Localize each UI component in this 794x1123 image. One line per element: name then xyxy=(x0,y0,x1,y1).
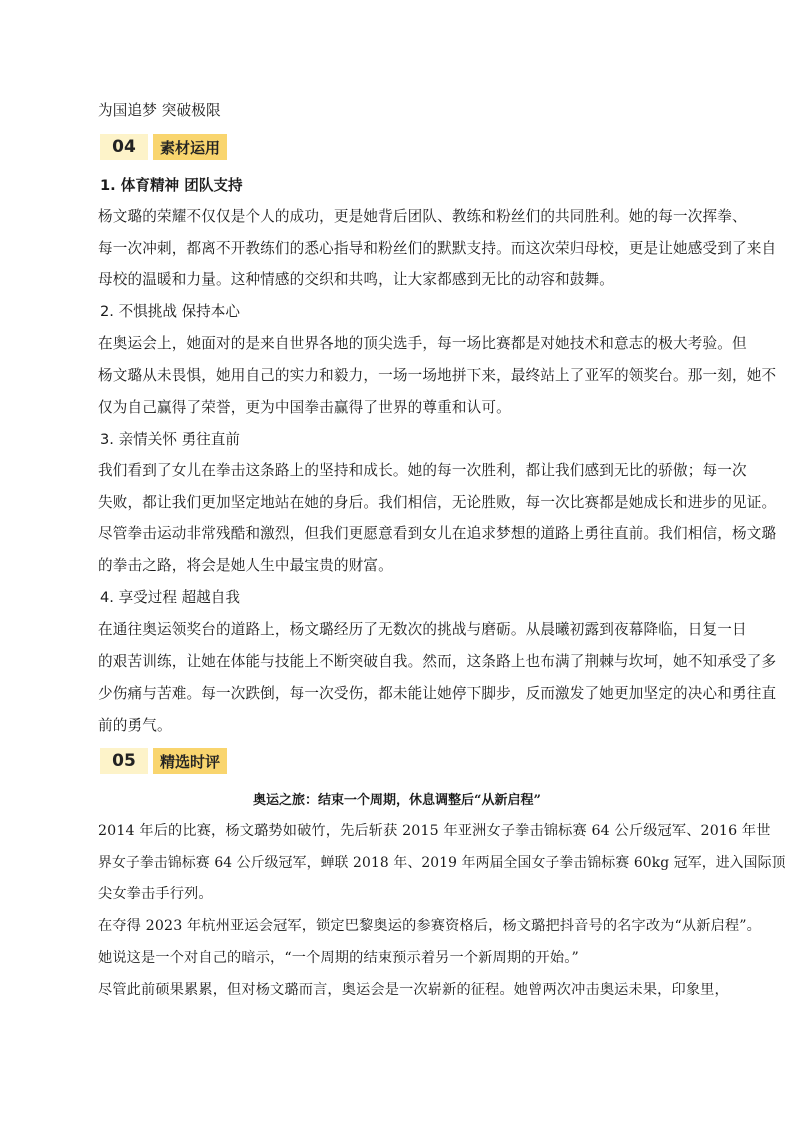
item1-title: 1. 体育精神 团队支持 xyxy=(100,177,243,194)
section-04-number: 04 xyxy=(100,134,148,160)
item3-line: 尽管拳击运动非常残酷和激烈，但我们更愿意看到女儿在追求梦想的道路上勇往直前。我们相信，杨文璐 xyxy=(98,525,777,542)
intro-line: 为国追梦 突破极限 xyxy=(98,102,221,119)
article-p2-line: 在夺得 2023 年杭州亚运会冠军，锁定巴黎奥运的参赛资格后，杨文璐把抖音号的名字改为“从新启程”。 xyxy=(98,918,762,934)
item4-line: 少伤痛与苦难。每一次跌倒，每一次受伤，都未能让她停下脚步，反而激发了她更加坚定的决心和勇往直 xyxy=(98,685,777,702)
item2-line: 仅为自己赢得了荣誉，更为中国拳击赢得了世界的尊重和认可。 xyxy=(98,399,511,416)
section-04-label: 素材运用 xyxy=(153,134,227,160)
item4-line: 的艰苦训练，让她在体能与技能上不断突破自我。然而，这条路上也布满了荆棘与坎坷，她不知承受了多 xyxy=(98,653,777,670)
item4-line: 在通往奥运领奖台的道路上，杨文璐经历了无数次的挑战与磨砺。从晨曦初露到夜幕降临，日复一日 xyxy=(98,621,747,638)
article-p1-line: 界女子拳击锦标赛 64 公斤级冠军，蝉联 2018 年、2019 年两届全国女子拳击锦标赛 60kg 冠军，进入国际顶 xyxy=(98,855,786,871)
section-05-heading xyxy=(100,748,227,774)
item4-title: 4. 享受过程 超越自我 xyxy=(100,589,240,606)
item1-line: 杨文璐的荣耀不仅仅是个人的成功，更是她背后团队、教练和粉丝们的共同胜利。她的每一次挥拳、 xyxy=(98,208,747,225)
item3-line: 我们看到了女儿在拳击这条路上的坚持和成长。她的每一次胜利，都让我们感到无比的骄傲；每一次 xyxy=(98,462,747,479)
item1-line: 每一次冲刺，都离不开教练们的悉心指导和粉丝们的默默支持。而这次荣归母校，更是让她感受到了来自 xyxy=(98,240,777,257)
item3-line: 的拳击之路，将会是她人生中最宝贵的财富。 xyxy=(98,557,393,574)
item3-line: 失败，都让我们更加坚定地站在她的身后。我们相信，无论胜败，每一次比赛都是她成长和进步的见证。 xyxy=(98,494,777,511)
article-p1-line: 2014 年后的比赛，杨文璐势如破竹，先后斩获 2015 年亚洲女子拳击锦标赛 64 公斤级冠军、2016 年世 xyxy=(98,823,771,839)
item2-line: 杨文璐从未畏惧，她用自己的实力和毅力，一场一场地拼下来，最终站上了亚军的领奖台。那一刻，她不 xyxy=(98,367,777,384)
article-p2-line: 她说这是一个对自己的暗示，“一个周期的结束预示着另一个新周期的开始。” xyxy=(98,950,579,966)
section-05-label: 精选时评 xyxy=(153,748,227,774)
section-05-number: 05 xyxy=(100,748,148,774)
item4-line: 前的勇气。 xyxy=(98,717,172,734)
item2-title: 2. 不惧挑战 保持本心 xyxy=(100,303,240,320)
item1-line: 母校的温暖和力量。这种情感的交织和共鸣，让大家都感到无比的动容和鼓舞。 xyxy=(98,271,615,288)
article-p3-line: 尽管此前硕果累累，但对杨文璐而言，奥运会是一次崭新的征程。她曾两次冲击奥运未果，印象里， xyxy=(98,982,729,998)
item3-title: 3. 亲情关怀 勇往直前 xyxy=(100,431,240,448)
item2-line: 在奥运会上，她面对的是来自世界各地的顶尖选手，每一场比赛都是对她技术和意志的极大考验。但 xyxy=(98,335,747,352)
section-04-heading xyxy=(100,134,227,160)
article-title: 奥运之旅：结束一个周期，休息调整后“从新启程” xyxy=(253,793,541,808)
article-p1-line: 尖女拳击手行列。 xyxy=(98,886,213,902)
